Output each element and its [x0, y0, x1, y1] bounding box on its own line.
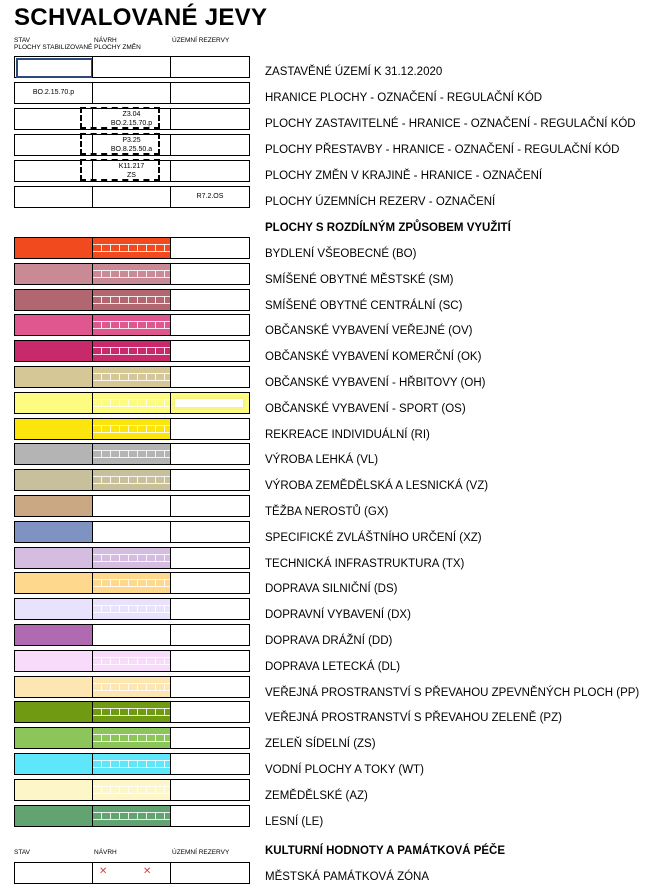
- legend-label: DOPRAVA LETECKÁ (DL): [265, 660, 401, 673]
- cell-stav: [14, 186, 93, 208]
- swatch-navrh-hatched: [92, 366, 171, 388]
- cell-rezerva: [170, 862, 250, 884]
- header-navrh-label: NÁVRH: [94, 37, 117, 44]
- cell-rezerva: [170, 82, 250, 104]
- legend-label: VÝROBA LEHKÁ (VL): [265, 454, 379, 467]
- column-header-navrh: [94, 37, 141, 51]
- cell-rezerva: [170, 186, 250, 208]
- section-title-uses: PLOCHY S ROZDÍLNÝM ZPŮSOBEM VYUŽITÍ: [265, 222, 511, 234]
- cell-rezerva: [170, 701, 250, 723]
- legend-label: DOPRAVNÍ VYBAVENÍ (DX): [265, 609, 411, 622]
- cell-rezerva: [170, 56, 250, 78]
- legend-label: VODNÍ PLOCHY A TOKY (WT): [265, 764, 424, 776]
- legend-label: TECHNICKÁ INFRASTRUKTURA (TX): [265, 557, 465, 570]
- cell-navrh-empty: [92, 521, 171, 543]
- legend-row: [14, 469, 250, 491]
- cell-rezerva: [170, 263, 250, 285]
- legend-label: PLOCHY PŘESTAVBY - HRANICE - OZNAČENÍ - REGULAČNÍ KÓD: [265, 144, 620, 156]
- swatch-stav: [14, 443, 93, 465]
- cell-text: R7.2.OS: [196, 193, 224, 200]
- swatch-stav: [14, 263, 93, 285]
- cell-navrh: [92, 186, 171, 208]
- cell-text: ZS: [127, 172, 136, 179]
- legend-row: [14, 134, 250, 156]
- legend-row: [14, 624, 250, 646]
- legend-label: BYDLENÍ VŠEOBECNÉ (BO): [265, 248, 417, 260]
- cell-rezerva: [170, 108, 250, 130]
- legend-label: REKREACE INDIVIDUÁLNÍ (RI): [265, 428, 430, 441]
- legend-row: [14, 650, 250, 672]
- legend-label: OBČANSKÉ VYBAVENÍ - SPORT (OS): [265, 402, 466, 415]
- cell-rezerva: [170, 521, 250, 543]
- legend-row: [14, 289, 250, 311]
- cell-text: P3.25: [122, 137, 141, 144]
- swatch-navrh-hatched: [92, 237, 171, 259]
- swatch-navrh-hatched: [92, 779, 171, 801]
- cell-text: BO.2.15.70.p: [110, 120, 153, 127]
- swatch-navrh-hatched: [92, 753, 171, 775]
- culture-header-rezervy: ÚZEMNÍ REZERVY: [172, 849, 230, 856]
- legend-row: [14, 701, 250, 723]
- dashed-boundary-symbol: [80, 133, 160, 155]
- swatch-navrh-hatched: [92, 650, 171, 672]
- cell-stav: [14, 862, 93, 884]
- cell-rezerva: [170, 314, 250, 336]
- page-title: SCHVALOVANÉ JEVY: [14, 4, 268, 31]
- legend-label: VEŘEJNÁ PROSTRANSTVÍ S PŘEVAHOU ZELENĚ (PZ): [265, 712, 562, 725]
- legend-label: SPECIFICKÉ ZVLÁŠTNÍHO URČENÍ (XZ): [265, 531, 482, 544]
- legend-label: PLOCHY ZASTAVITELNÉ - HRANICE - OZNAČENÍ - REGULAČNÍ KÓD: [265, 118, 636, 130]
- cell-rezerva: [170, 340, 250, 362]
- cell-rezerva: [170, 753, 250, 775]
- swatch-navrh-hatched: [92, 547, 171, 569]
- legend-label: HRANICE PLOCHY - OZNAČENÍ - REGULAČNÍ KÓD: [265, 92, 543, 104]
- x-mark-left-icon: ✕: [99, 866, 108, 877]
- swatch-stav: [14, 314, 93, 336]
- legend-label: TĚŽBA NEROSTŮ (GX): [265, 506, 389, 518]
- legend-label: MĚSTSKÁ PAMÁTKOVÁ ZÓNA: [265, 871, 430, 883]
- legend-row: [14, 862, 250, 884]
- reserve-symbol: [175, 399, 243, 407]
- legend-row: [14, 443, 250, 465]
- legend-row: [14, 186, 250, 208]
- legend-label: PLOCHY ÚZEMNÍCH REZERV - OZNAČENÍ: [265, 196, 496, 208]
- swatch-navrh-hatched: [92, 289, 171, 311]
- cell-rezerva: [170, 676, 250, 698]
- cell-navrh: [92, 82, 171, 104]
- column-header-rezervy: [172, 37, 229, 44]
- header-stav-label: STAV: [14, 37, 31, 44]
- swatch-stav: [14, 495, 93, 517]
- legend-label: ZEMĚDĚLSKÉ (AZ): [265, 789, 368, 802]
- swatch-stav: [14, 392, 93, 414]
- cell-navrh: [92, 862, 171, 884]
- swatch-stav: [14, 805, 93, 827]
- legend-row: [14, 676, 250, 698]
- cell-rezerva: [170, 547, 250, 569]
- legend-row: [14, 598, 250, 620]
- swatch-stav: [14, 650, 93, 672]
- swatch-stav: [14, 598, 93, 620]
- cell-rezerva: [170, 495, 250, 517]
- legend-row: [14, 418, 250, 440]
- cell-stav: [14, 82, 93, 104]
- legend-row: [14, 340, 250, 362]
- swatch-stav: [14, 701, 93, 723]
- legend-label: ZELEŇ SÍDELNÍ (ZS): [265, 738, 376, 751]
- legend-label: OBČANSKÉ VYBAVENÍ KOMERČNÍ (OK): [265, 351, 482, 364]
- legend-row: [14, 392, 250, 414]
- cell-rezerva: [170, 727, 250, 749]
- cell-text: BO.8.25.50.a: [110, 146, 153, 153]
- legend-label: VÝROBA ZEMĚDĚLSKÁ A LESNICKÁ (VZ): [265, 480, 489, 493]
- swatch-stav: [14, 547, 93, 569]
- legend-row: [14, 805, 250, 827]
- cell-navrh-empty: [92, 495, 171, 517]
- legend-label: OBČANSKÉ VYBAVENÍ VEŘEJNÉ (OV): [265, 325, 473, 338]
- swatch-stav: [14, 624, 93, 646]
- swatch-navrh-hatched: [92, 676, 171, 698]
- swatch-stav: [14, 340, 93, 362]
- swatch-stav: [14, 727, 93, 749]
- swatch-navrh-hatched: [92, 598, 171, 620]
- swatch-navrh-hatched: [92, 418, 171, 440]
- cell-rezerva: [170, 779, 250, 801]
- legend-label: DOPRAVA DRÁŽNÍ (DD): [265, 635, 393, 647]
- legend-row: [14, 314, 250, 336]
- legend-row: [14, 82, 250, 104]
- swatch-stav: [14, 469, 93, 491]
- header-navrh-sub: PLOCHY ZMĚN: [94, 44, 141, 51]
- swatch-stav: [14, 366, 93, 388]
- legend-row: [14, 108, 250, 130]
- swatch-navrh-hatched: [92, 340, 171, 362]
- legend-row: [14, 263, 250, 285]
- legend-row: [14, 779, 250, 801]
- cell-rezerva: [170, 160, 250, 182]
- swatch-stav: [14, 779, 93, 801]
- swatch-stav: [14, 418, 93, 440]
- legend-row: [14, 56, 250, 78]
- header-stav-sub: PLOCHY STABILIZOVANÉ: [14, 44, 93, 51]
- header-rezervy-label: ÚZEMNÍ REZERVY: [172, 37, 230, 44]
- cell-rezerva: [170, 805, 250, 827]
- swatch-stav: [14, 572, 93, 594]
- cell-stav: [14, 56, 93, 78]
- swatch-navrh-hatched: [92, 727, 171, 749]
- cell-rezerva: [170, 598, 250, 620]
- cell-rezerva: [170, 366, 250, 388]
- legend-row: [14, 727, 250, 749]
- cell-rezerva: [170, 289, 250, 311]
- swatch-stav: [14, 753, 93, 775]
- x-mark-right-icon: ✕: [143, 866, 152, 877]
- swatch-stav: [14, 289, 93, 311]
- built-up-area-symbol: [16, 58, 93, 78]
- section-title-culture: KULTURNÍ HODNOTY A PAMÁTKOVÁ PÉČE: [265, 845, 506, 857]
- legend-row: [14, 495, 250, 517]
- cell-text: BO.2.15.70.p: [32, 89, 75, 96]
- swatch-navrh-hatched: [92, 805, 171, 827]
- culture-header-stav: STAV: [14, 849, 31, 856]
- cell-rezerva: [170, 572, 250, 594]
- legend-row: [14, 160, 250, 182]
- swatch-navrh-hatched: [92, 572, 171, 594]
- legend-label: SMÍŠENÉ OBYTNÉ MĚSTSKÉ (SM): [265, 273, 454, 286]
- cell-rezerva: [170, 418, 250, 440]
- cell-rezerva: [170, 624, 250, 646]
- legend-label: OBČANSKÉ VYBAVENÍ - HŘBITOVY (OH): [265, 377, 486, 389]
- cell-rezerva: [170, 443, 250, 465]
- dashed-boundary-symbol: [80, 159, 160, 181]
- legend-row: [14, 521, 250, 543]
- cell-rezerva: [170, 650, 250, 672]
- cell-navrh-empty: [92, 624, 171, 646]
- legend-label: SMÍŠENÉ OBYTNÉ CENTRÁLNÍ (SC): [265, 299, 463, 312]
- cell-rezerva: [170, 134, 250, 156]
- dashed-boundary-symbol: [80, 107, 160, 129]
- legend-label: PLOCHY ZMĚN V KRAJINĚ - HRANICE - OZNAČENÍ: [265, 170, 543, 182]
- legend-label: DOPRAVA SILNIČNÍ (DS): [265, 583, 398, 596]
- swatch-stav: [14, 237, 93, 259]
- legend-row: [14, 366, 250, 388]
- legend-label: LESNÍ (LE): [265, 815, 324, 828]
- cell-rezerva: [170, 237, 250, 259]
- legend-row: [14, 753, 250, 775]
- cell-text: K11.217: [118, 163, 145, 170]
- swatch-stav: [14, 521, 93, 543]
- cell-text: Z3.04: [122, 111, 141, 118]
- legend-row: [14, 572, 250, 594]
- legend-row: [14, 237, 250, 259]
- swatch-navrh-hatched: [92, 701, 171, 723]
- column-header-stav: [14, 37, 92, 51]
- swatch-navrh-hatched: [92, 469, 171, 491]
- swatch-stav: [14, 676, 93, 698]
- legend-label: ZASTAVĚNÉ ÚZEMÍ K 31.12.2020: [265, 66, 443, 78]
- cell-navrh: [92, 56, 171, 78]
- legend-row: [14, 547, 250, 569]
- cell-rezerva: [170, 469, 250, 491]
- swatch-navrh-hatched: [92, 392, 171, 414]
- swatch-navrh-hatched: [92, 314, 171, 336]
- swatch-navrh-hatched: [92, 443, 171, 465]
- legend-label: VEŘEJNÁ PROSTRANSTVÍ S PŘEVAHOU ZPEVNĚNÝCH PLOCH (PP): [265, 686, 640, 699]
- culture-header-navrh: NÁVRH: [94, 849, 117, 856]
- swatch-navrh-hatched: [92, 263, 171, 285]
- cell-rezerva: [170, 392, 250, 414]
